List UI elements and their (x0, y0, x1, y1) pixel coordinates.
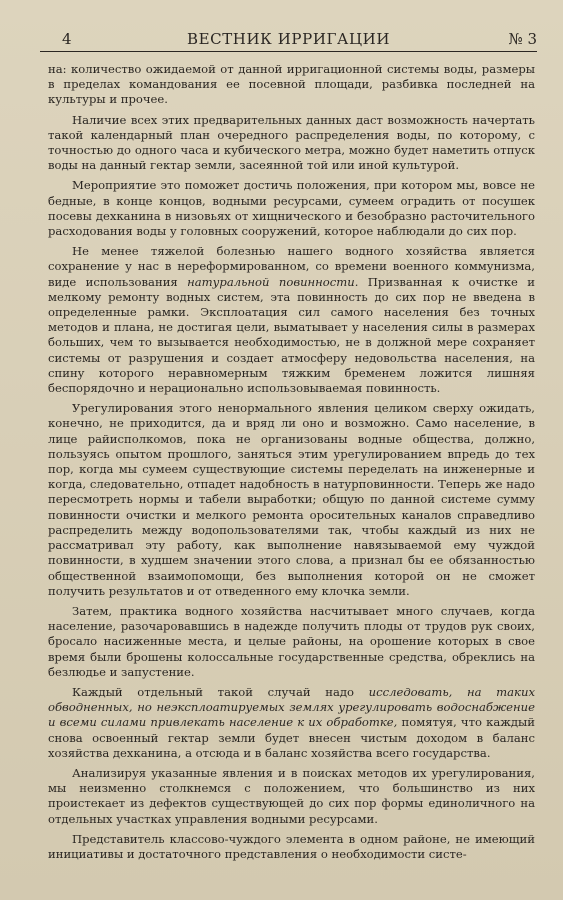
paragraph-text: Каждый отдельный такой случай надо (72, 684, 369, 699)
paragraph (48, 113, 535, 174)
paragraph (48, 244, 535, 396)
paragraph (48, 832, 535, 862)
paragraph-text: Представитель классово-чуждого элемента в одном районе, не имеющий инициативы и достаточного представления о необходимости систе- (48, 831, 535, 861)
journal-title: ВЕСТНИК ИРРИГАЦИИ (186, 30, 391, 48)
paragraph (48, 178, 535, 239)
paragraph (48, 604, 535, 680)
paragraph-text: на: количество ожидаемой от данной ирригационной системы воды, размеры в пределах командования ее посевной площади, разбивка последней на культуры и прочее. (48, 62, 535, 107)
article-body (48, 62, 535, 867)
paragraph-text: Урегулирования этого ненормального явления целиком сверху ожидать, конечно, не приходится, да и вряд ли оно и возможно. Само население, в лице райисполкомов, пока не организованы водные общества, должно, пользуясь опытом прошлого, заняться этим урегулированием впредь до тех пор, когда мы сумеем существующие системы переделать на инженерные и когда, следовательно, отпадет надобность в натурповинности. Теперь же надо пересмотреть нормы и табели выработки; общую по данной системе сумму повинности очистки и мелкого ремонта оросительных каналов справедливо распределить между водопользователями так, чтобы каждый из них не рассматривал эту работу, как выполнение навязываемой ему чуждой повинности, в худшем значении этого слова, а признал бы ее обязанностью общественной взаимопомощи, без выполнения которой он не сможет получить результатов и от отведенного ему клочка земли. (48, 401, 535, 598)
paragraph-text: Наличие всех этих предварительных данных даст возможность начертать такой календарный план очередного распределения воды, по которому, с точностью до одного часа и кубического метра, можно будет наметить отпуск воды на данный гектар земли, засеянной той или иной культурой. (48, 112, 535, 173)
paragraph (48, 685, 535, 761)
header-rule (40, 51, 537, 52)
italic-text: натуральной повинности. (187, 274, 359, 289)
issue-number: № 3 (508, 30, 537, 48)
italic-text: исследовать, на таких обводненных, но неэксплоатируемых землях урегулировать водоснабжение и всеми силами привлекать население к их обработке, (48, 684, 535, 730)
paragraph (48, 62, 535, 108)
paragraph-text: Не менее тяжелой болезнью нашего водного хозяйства является сохранение у нас в нереформированном, со времени военного коммунизма, виде использования (48, 244, 535, 289)
page-header (40, 30, 537, 52)
page-number: 4 (62, 30, 72, 48)
paragraph (48, 766, 535, 827)
paragraph (48, 401, 535, 599)
paragraph-text: Мероприятие это поможет достичь положения, при котором мы, вовсе не бедные, в конце концов, водными ресурсами, сумеем оградить от посушек посевы дехканина в низовьях от хищнического и безобразно расточительного расходования воды у головных сооружений, которое наблюдали до сих пор. (48, 178, 535, 239)
paragraph-text: Призванная к очистке и мелкому ремонту водных систем, эта повинность до сих пор не введена в определенные рамки. Эксплоатация сил самого населения без точных методов и плана, не достигая цели, выматывает у населения силы в размерах больших, чем то вызывается необходимостью, не в должной мере сохраняет системы от разрушения и создает атмосферу недовольства населения, на спину которого неравномерным тяжким бременем ложится лишняя беспорядочно и нерационально использовываемая повинность. (48, 274, 535, 396)
paragraph-text: Анализируя указанные явления и в поисках методов их урегулирования, мы неизменно столкнемся с положением, что большинство из них проистекает из дефектов существующей до сих пор формы единоличного на отдельных участках управления водными ресурсами. (48, 765, 535, 826)
paragraph-text: помятуя, что каждый снова освоенный гектар земли будет внесен чистым доходом в баланс хозяйства дехканина, а отсюда и в баланс хозяйства всего государства. (48, 715, 536, 760)
paragraph-text: Затем, практика водного хозяйства насчитывает много случаев, когда население, разочаровавшись в надежде получить плоды от трудов рук своих, бросало насиженные места, и целые районы, на орошение которых в свое время были брошены колоссальные государственные средства, обреклись на безлюдье и запустение. (48, 603, 535, 679)
